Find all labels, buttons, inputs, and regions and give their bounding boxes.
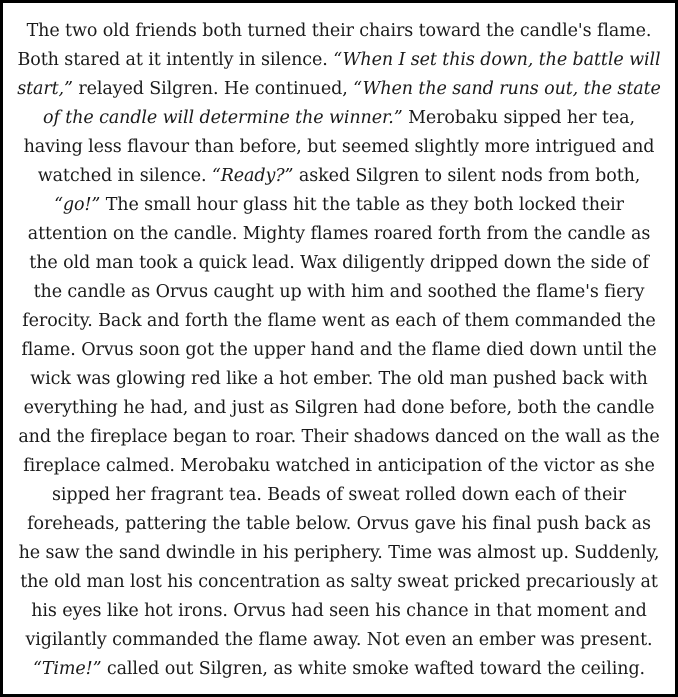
dialogue-segment: “When I set this down, the battle will start,” <box>17 50 661 99</box>
dialogue-segment: “Ready?” <box>211 166 294 186</box>
dialogue-segment: “Time!” <box>32 659 102 679</box>
dialogue-segment: “When the sand runs out, the state of the candle will determine the winner.” <box>43 79 661 128</box>
narration-segment: relayed Silgren. He continued, <box>72 79 354 99</box>
dialogue-segment: “go!” <box>54 195 101 215</box>
narration-segment: asked Silgren to silent nods from both, <box>293 166 641 186</box>
narration-segment: The two old friends both turned their chairs toward the candle's flame. Both stared at it intently in silence. <box>17 21 652 70</box>
narration-segment: called out Silgren, as white smoke wafted toward the ceiling. <box>101 659 646 679</box>
narration-segment: Merobaku sipped her tea, having less flavour than before, but seemed slightly more intrigued and watched in silence. <box>23 108 655 186</box>
story-paragraph <box>15 17 663 684</box>
narration-segment: The small hour glass hit the table as they both locked their attention on the candle. Mighty flames roared forth from the candle as the old man took a quick lead. Wax diligently dripped down the side of the candle as Orvus caught up with him and soothed the flame's fiery ferocity. Back and forth the flame went as each of them commanded the flame. Orvus soon got the upper hand and the flame died down until the wick was glowing red like a hot ember. The old man pushed back with everything he had, and just as Silgren had done before, both the candle and the fireplace began to roar. Their shadows danced on the wall as the fireplace calmed. Merobaku watched in anticipation of the victor as she sipped her fragrant tea. Beads of sweat rolled down each of their foreheads, pattering the table below. Orvus gave his final push back as he saw the sand dwindle in his periphery. Time was almost up. Suddenly, the old man lost his concentration as salty sweat pricked precariously at his eyes like hot irons. Orvus had seen his chance in that moment and vigilantly commanded the flame away. Not even an ember was present. <box>18 195 660 650</box>
